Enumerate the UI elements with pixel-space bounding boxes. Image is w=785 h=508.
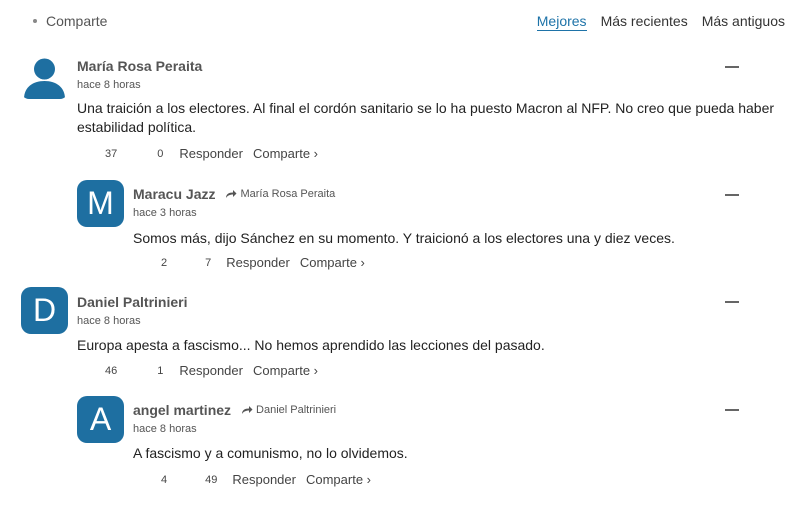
sort-options	[537, 13, 785, 31]
sort-best-tab[interactable]: Mejores	[536, 13, 587, 29]
comment-author[interactable]: angel martinez	[133, 402, 232, 418]
comment-author[interactable]: Daniel Paltrinieri	[77, 294, 188, 310]
collapse-icon[interactable]	[725, 66, 739, 68]
sort-newest-tab[interactable]: Más recientes	[600, 13, 688, 29]
avatar[interactable]: M	[77, 180, 124, 227]
comment-text: A fascismo y a comunismo, no lo olvidemos.	[133, 445, 408, 461]
comment-actions	[161, 472, 371, 487]
comment-actions	[105, 146, 318, 161]
comment-time: hace 8 horas	[77, 315, 141, 327]
comment-text: Europa apesta a fascismo... No hemos aprendido las lecciones del pasado.	[77, 337, 545, 353]
reply-button[interactable]: Responder	[179, 146, 243, 161]
downvote-count[interactable]: 0	[157, 147, 164, 160]
collapse-icon[interactable]	[725, 301, 739, 303]
upvote-count[interactable]: 2	[161, 256, 168, 269]
share-button[interactable]: Comparte ›	[299, 255, 365, 270]
share-comments-link[interactable]: Comparte	[33, 13, 107, 29]
comment-time: hace 3 horas	[133, 207, 197, 219]
share-button[interactable]: Comparte ›	[305, 472, 372, 487]
reply-to-link[interactable]: María Rosa Peraita	[225, 188, 335, 200]
reply-button[interactable]: Responder	[226, 255, 290, 270]
upvote-count[interactable]: 46	[105, 364, 118, 377]
bullet-icon	[33, 19, 37, 23]
reply-button[interactable]: Responder	[232, 472, 296, 487]
user-silhouette-icon	[21, 52, 68, 99]
upvote-count[interactable]: 4	[161, 473, 168, 486]
downvote-count[interactable]: 7	[205, 256, 212, 269]
collapse-icon[interactable]	[725, 194, 739, 196]
reply-button[interactable]: Responder	[179, 363, 243, 378]
collapse-icon[interactable]	[725, 409, 739, 411]
downvote-count[interactable]: 1	[157, 364, 164, 377]
comment-time: hace 8 horas	[77, 79, 141, 91]
share-button[interactable]: Comparte ›	[252, 363, 319, 378]
comment-actions	[161, 255, 365, 270]
downvote-count[interactable]: 49	[205, 473, 218, 486]
comment-author[interactable]: María Rosa Peraita	[77, 58, 203, 74]
sort-oldest-tab[interactable]: Más antiguos	[701, 13, 785, 29]
comment-author[interactable]: Maracu Jazz	[133, 186, 216, 202]
upvote-count[interactable]: 37	[105, 147, 118, 160]
reply-arrow-icon	[241, 405, 253, 415]
reply-to-link[interactable]: Daniel Paltrinieri	[241, 404, 336, 416]
comment-time: hace 8 horas	[133, 423, 197, 435]
comment-actions	[105, 363, 318, 378]
share-button[interactable]: Comparte ›	[252, 146, 319, 161]
comment-text: Somos más, dijo Sánchez en su momento. Y traicionó a los electores una y diez veces.	[133, 230, 675, 246]
avatar[interactable]: A	[77, 396, 124, 443]
avatar[interactable]: D	[21, 287, 68, 334]
avatar[interactable]	[21, 52, 68, 99]
comments-toolbar	[0, 0, 785, 40]
comment-text: Una traición a los electores. Al final el cordón sanitario se lo ha puesto Macron al NFP. No creo que pueda haber estabilidad política.	[77, 100, 775, 135]
reply-arrow-icon	[225, 189, 237, 199]
